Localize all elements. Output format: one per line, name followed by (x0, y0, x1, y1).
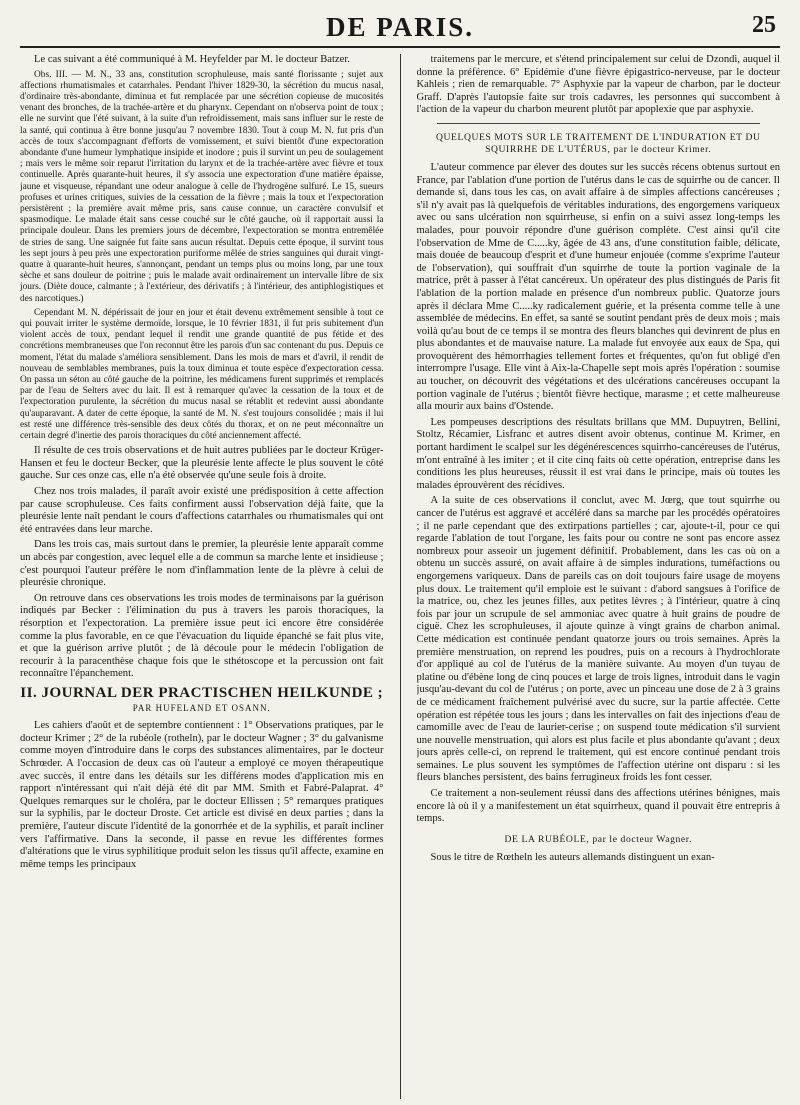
paragraph: traitemens par le mercure, et s'étend principalement sur celui de Dzondi, auquel il donne la préférence. 6° Epidémie d'une fièvre épigastrico-nerveuse, par le docteur Kahleis ; rien de remarquable. 7° Asphyxie par la vapeur de charbon, par le docteur Graff. D'après l'autopsie faite sur trois cadavres, les personnes qui succombent à l'action de la vapeur du charbon meurent plutôt par apoplexie que par asphyxie. (416, 54, 780, 116)
observation-paragraph: Cependant M. N. dépérissait de jour en jour et était devenu extrêmement sensible à tout ce qui pouvait irriter le système dermoïde, lorsque, le 10 février 1831, il fut pris subitement d'un violent accès de toux, pendant lequel il rendit une grande quantité de pus fétide et des concrétions membraneuses que l'on reconnut être les parois d'un sac contenant du pus. Depuis ce moment, l'état du malade s'améliora sensiblement. Dans les mois de mars et d'avril, il rendit de nouveau de semblables membranes, puis la toux diminua et toute espèce d'expectoration cessa. On passa un séton au côté gauche de la poitrine, les médicamens furent supprimés et remplacés par de l'eau de Selters avec du lait. Il est à remarquer qu'avec la cessation de la toux et de l'expectoration purulente, la sécrétion du mucus nasal se rétablit et redevint aussi abondante qu'auparavant. A dater de cette époque, la santé de M. N. s'est toujours consolidée ; mais il lui est resté une différence très-sensible des deux côtés du thorax, et on ne peut méconnaître un certain degré d'inertie des parois thoraciques du côté anciennement affecté. (20, 307, 384, 442)
observation-paragraph: Obs. III. — M. N., 33 ans, constitution scrophuleuse, mais santé florissante ; sujet aux affections rhumatismales et catarrhales. Pendant l'hiver 1829-30, la sécrétion du mucus nasal, d'ordinaire très-abondante, diminua et fut remplacée par une sécrétion copieuse de mucosités venant des bronches, de la trachée-artère et du pharynx. Cependant on n'observa point de toux ; elle ne survint que l'été suivant, à la suite d'un refroidissement, mais sans influer sur le reste de la santé, qui continua à être bonne jusqu'au 7 novembre 1830. Tout à coup M. N. fut pris d'un accès de toux s'accompagnant d'efforts de vomissement, et suivi bientôt d'une expectoration abondante d'une humeur lymphatique insipide et inodore ; puis il survint un peu de soulagement ; mais vers le même soir reparut l'irritation du larynx et de la trachée-artère avec fièvre et toux continuelle. Après quarante-huit heures, il s'y associa une expectoration d'une matière épaisse, jaune et visqueuse, répandant une odeur analogue à celle de l'hydrogène sulfuré. Le 15, sueurs profuses et urines critiques, suivies de la cessation de la fièvre ; mais la toux et l'expectoration persistèrent ; la première avait même pris, sans cause connue, un caractère convulsif et spasmodique. Le malade était sans cesse couché sur le côté gauche, où il rapportait aussi la principale douleur. Dans les premiers jours de décembre, l'expectoration se montra entremêlée de stries de sang. Une saignée fut faite sans aucun résultat. Depuis cette époque, il survint tous les sept jours à peu près une expectoration puriforme mêlée de stries sanguines qui durait vingt-quatre à quarante-huit heures, s'annonçant, pendant un temps plus ou moins long, par une toux sèche et sans douleur de poitrine ; puis le malade avait ordinairement un intervalle libre de six jours. (Diète douce, calmante ; à l'extérieur, des dérivatifs ; à l'intérieur, des antiphlogistiques et des narcotiques.) (20, 69, 384, 304)
article-heading: DE LA RUBÉOLE, par le docteur Wagner. (504, 833, 692, 845)
separator-rule (437, 123, 761, 124)
article-heading: QUELQUES MOTS SUR LE TRAITEMENT DE L'INDURATION ET DU SQUIRRHE DE L'UTÉRUS, par le docteur Krimer. (435, 131, 761, 155)
paragraph: Le cas suivant a été communiqué à M. Heyfelder par M. le docteur Batzer. (34, 54, 350, 65)
column-divider (400, 54, 401, 1099)
paragraph: A la suite de ces observations il conclut, avec M. Jœrg, que tout squirrhe ou cancer de l'utérus est aggravé et accéléré dans sa marche par les procédés opératoires ; il ne parle cependant que des extirpations partielles ; car, ajoute-t-il, pour ce qui regarde l'ablation de tout l'organe, les faits pour ou contre ne sont pas encore assez nombreux pour asseoir un jugement définitif. Probablement, dans les cas où on a obtenu un succès assuré, on avait affaire à de simples indurations, tuméfactions ou engorgemens variqueux. Dans de pareils cas on doit toujours faire usage de moyens plus doux. Le traitement qu'il emploie est le suivant : d'abord sangsues à l'orifice de la matrice, ou, chez les jeunes filles, aux petites lèvres ; à l'intérieur, quatre à cinq fois par jour un scrupule de sel ammoniac avec quatre à huit grains de poudre de ciguë. Chez les scrophuleuses, il ajoute quinze à vingt grains de charbon animal. Cette médication est continuée pendant quatorze jours ou trois semaines. Après la première menstruation, on reprend les poudres, puis on a recours à l'hydrochlorate d'or appliqué au col de l'utérus de la manière suivante. Au moyen d'un tuyau de platine ou d'ébène long de cinq pouces et large de trois lignes, introduit dans le vagin jusqu'au-devant du col de l'utérus ; on porte, avec un pinceau une dose de 2 à 3 grains de ce médicament fraîchement pulvérisé avec du sucre, sur la partie affectée. Cette opération est répétée tous les jours ; dans les intervalles on fait des injections d'eau de camomille avec de l'eau de laurier-cerise ; on suspend toute médication s'il survient une nouvelle menstruation, qui alors est plus facile et plus abondante qu'avant ; deux jours après celle-ci, on reprend le traitement, qui est encore continué pendant trois semaines. Le plus souvent les symptômes de l'affection utérine ont disparu : si les fleurs blanches persistent, des bains ferrugineux froids les font cesser. (416, 495, 780, 784)
paragraph: Sous le titre de Rœtheln les auteurs allemands distinguent un exan- (430, 851, 715, 863)
section-title: II. JOURNAL DER PRACTISCHEN HEILKUNDE ; (20, 684, 384, 701)
running-title: DE PARIS. (325, 12, 475, 42)
paragraph: L'auteur commence par élever des doutes sur les succès récens obtenus surtout en France, par l'ablation d'une portion de l'utérus dans le cas de squirrhe ou de cancer. Il demande si, dans tous les cas, on avait affaire à de simples affections cancéreuses ; s'il n'y avait pas là quelquefois de véritables indurations, des engorgemens variqueux avec ou sans ulcération non squirrheuse, si enfin on a suivi assez long-temps les malades, pour pouvoir répondre d'une guérison complète. C'est ainsi qu'il cite l'observation de Mme de C.....ky, âgée de 43 ans, d'une constitution faible, délicate, mais douée de beaucoup d'esprit et d'une humeur enjouée (comme s'exprime l'auteur de l'observation), qui souffrait d'un squirrhe de toute la portion vaginale de la matrice, prêt à passer à l'état cancéreux. Un opérateur des plus distingués de Paris fit l'ablation de la portion malade en présence d'un nombreux public. Quatorze jours après il déclara Mme C.....ky radicalement guérie, et la présenta comme telle à une assemblée de médecins. En effet, sa santé se soutint pendant près de deux mois ; mais voilà qu'au bout de ce temps il se montra des fleurs blanches qui devinrent de plus en plus abondantes et de mauvaise nature. La malade fut envoyée aux eaux de Spa, qui provoquèrent des hémorrhagies tellement fortes et fréquentes, qu'on fut obligé d'en interrompre l'usage. Elle vint à Aix-la-Chapelle sept mois après l'opération : soumise au toucher, on découvrit des végétations et des ulcérations cancéreuses occupant la portion vaginale de l'utérus ; bientôt fièvre hectique, marasme ; et cette malheureuse alla mourir aux bains d'Ostende. (416, 161, 780, 413)
right-column (417, 54, 781, 1099)
paragraph: Les pompeuses descriptions des résultats brillans que MM. Dupuytren, Bellini, Stoltz, Récamier, Lisfranc et autres disent avoir obtenus, continue M. Krimer, en portant hardiment le scalpel sur les dégénérescences squirrho-cancéreuses de l'utérus, m'ont entraîné à les imiter ; et il cite cinq faits où cette opération, entreprise dans les conditions les plus heureuses, réussit il est vrai dans le principe, mais où toutes les malades éprouvèrent des récidives. (416, 416, 780, 491)
paragraph: Il résulte de ces trois observations et de huit autres publiées par le docteur Krüger-Hansen et feu le docteur Becker, que la pleurésie lente affecte le plus souvent le côté gauche. Sur ces onze cas, elle n'a été observée qu'une seule fois à droite. (20, 445, 384, 482)
paragraph: Les cahiers d'août et de septembre contiennent : 1° Observations pratiques, par le docteur Krimer ; 2° de la rubéole (rotheln), par le docteur Wagner ; 3° du galvanisme comme moyen d'introduire dans le corps des substances alimentaires, par le docteur Schrœder. A l'occasion de deux cas où l'auteur a employé ce moyen thérapeutique avec succès, il entre dans les détails sur les différens modes d'application mis en rapport n'intéressant qui n'ait déjà été dit par MM. Smith et Fabré-Palaprat. 4° Quelques remarques sur le choléra, par le docteur Ellissen ; 5° remarques pratiques sur la syphilis, par le docteur Droste. Cet article est divisé en deux parties ; dans la première, l'auteur discute l'identité de la gonorrhée et de la syphilis, et paraît incliner vers l'affirmative. Dans la seconde, il passe en revue les différentes formes d'altérations que le virus syphilitique produit selon les tissus qu'il affecte, examine en même temps les principaux (20, 720, 384, 870)
page-header (20, 6, 780, 48)
paragraph: On retrouve dans ces observations les trois modes de terminaisons par la guérison indiqués par Becker : l'élimination du pus à travers les parois thoraciques, la résorption et l'expectoration. La première issue peut ici encore être considérée comme la plus favorable, en ce que l'évacuation du liquide épanché se fait plus vite, et que la guérison arrive plutôt ; de là découle pour le médecin l'obligation de recourir à la paracenthèse chaque fois que le sthétoscope et la percussion ont fait reconnaître l'épanchement. (20, 592, 384, 680)
left-column (20, 54, 384, 1099)
paragraph: Dans les trois cas, mais surtout dans le premier, la pleurésie lente apparaît comme un abcès par congestion, avec lequel elle a de commun sa marche lente et insidieuse ; c'est pourquoi l'auteur préfère le nom d'inflammation lente de la plèvre à celui de pleurésie chronique. (20, 539, 384, 589)
paragraph: Ce traitement a non-seulement réussi dans des affections utérines bénignes, mais encore là où il y a manifestement un état squirrheux, quand il pouvait être entrepris à temps. (416, 788, 780, 825)
section-subtitle: PAR HUFELAND ET OSANN. (132, 702, 271, 713)
two-column-body (20, 54, 780, 1099)
paragraph: Chez nos trois malades, il paraît avoir existé une prédisposition à cette affection par cause scrophuleuse. Ces faits confirment aussi l'observation déjà faite, que la pleurésie lente naît pendant le cours d'affections catarrhales ou rhumatismales qui ont été entravées dans leur marche. (20, 486, 384, 535)
page-number: 25 (752, 12, 776, 38)
